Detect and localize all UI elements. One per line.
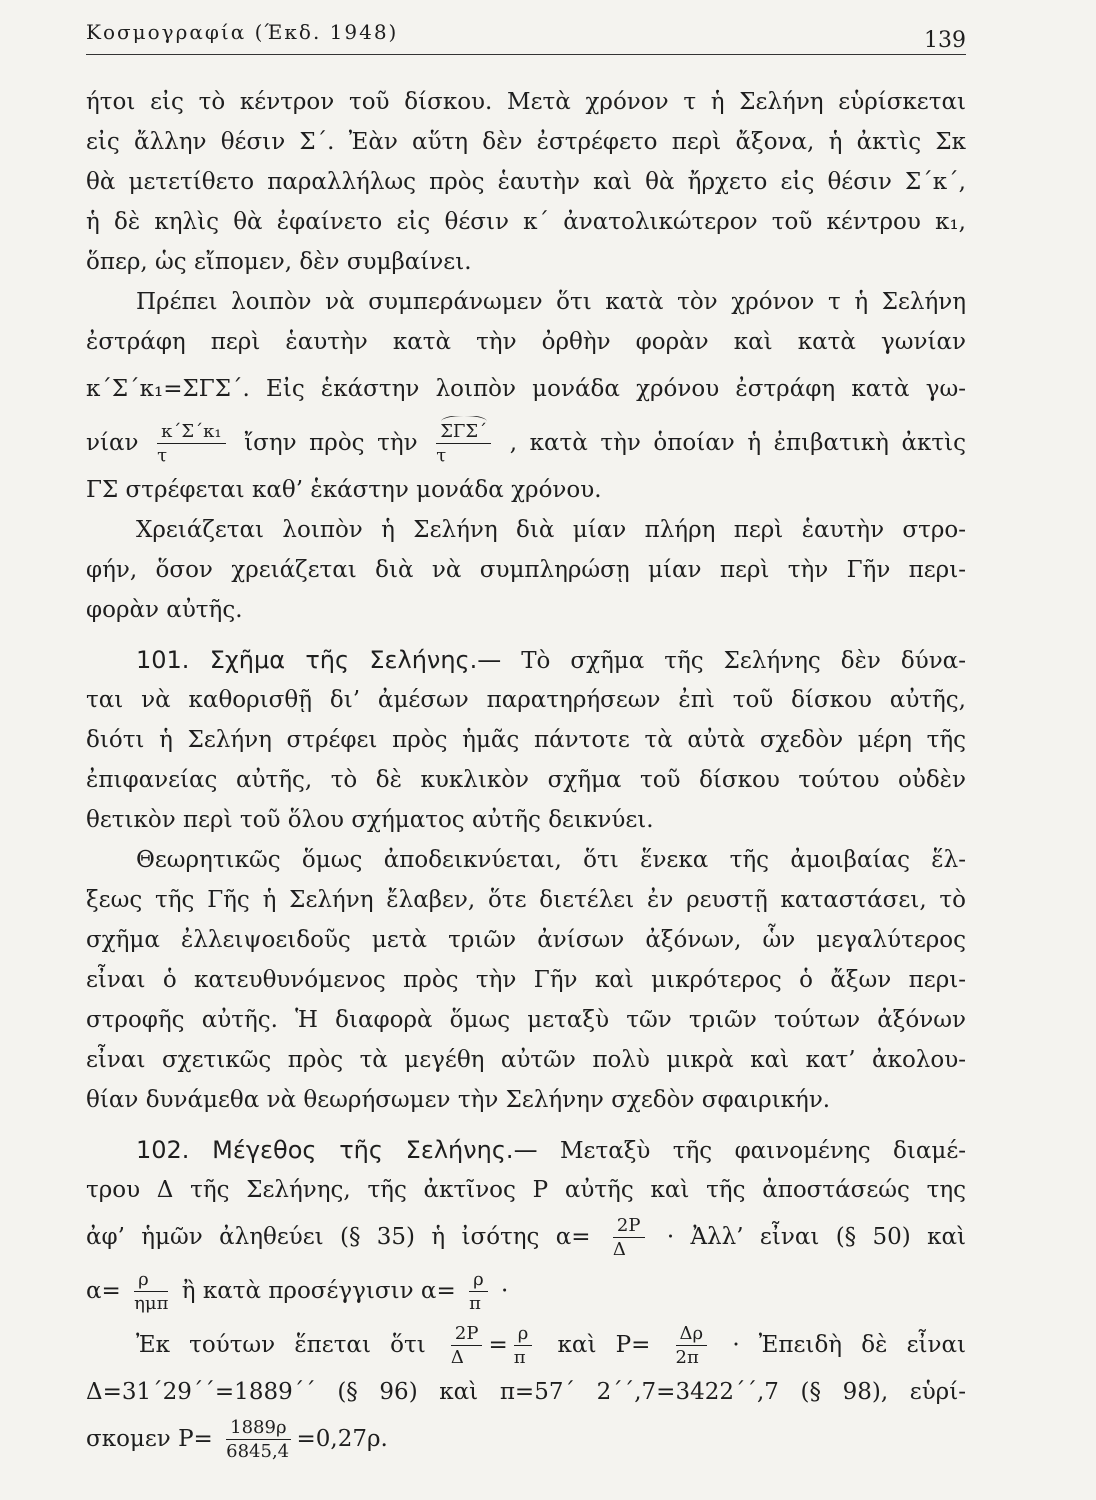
text-fragment: ἴσην πρὸς τὴν <box>244 430 418 456</box>
angle-hat: ΣΓΣ΄ <box>183 362 243 416</box>
equation-line <box>86 1412 966 1466</box>
text-fragment: νίαν <box>86 430 139 456</box>
section-title: 102. Μέγεθος τῆς Σελήνης.— <box>136 1136 538 1164</box>
text-line: θετικὸν περὶ τοῦ ὅλου σχήματος αὐτῆς δεικνύει. <box>86 807 654 833</box>
text-fragment: ἀφ’ ἡμῶν ἀληθεύει (§ 35) ἡ ἰσότης α= <box>86 1224 591 1250</box>
text-line: στροφῆς αὐτῆς. Ἡ διαφορὰ ὅμως μεταξὺ τῶν τριῶν τούτων ἀξόνων <box>86 1007 966 1033</box>
fraction-denominator: 6845,4 <box>226 1441 290 1462</box>
page-body <box>86 82 966 1466</box>
text-fragment: · Ἀλλ’ εἶναι (§ 50) καὶ <box>666 1224 966 1250</box>
text-line: ἐστράφη περὶ ἑαυτὴν κατὰ τὴν ὀρθὴν φορὰν καὶ κατὰ γωνίαν <box>86 329 966 355</box>
text-line: Πρέπει λοιπὸν νὰ συμπεράνωμεν ὅτι κατὰ τὸν χρόνον τ ἡ Σελήνη <box>136 289 966 315</box>
text-line: διότι ἡ Σελήνη στρέφει πρὸς ἡμᾶς πάντοτε τὰ αὐτὰ σχεδὸν μέρη τῆς <box>86 727 966 753</box>
fraction-numerator: ρ <box>134 1271 168 1292</box>
page-number: 139 <box>924 28 966 53</box>
fraction-denominator: Δ <box>612 1239 626 1260</box>
text-fragment: Τὸ σχῆμα τῆς Σελήνης δὲν δύνα- <box>521 648 966 674</box>
text-line: θὰ μετετίθετο παραλλήλως πρὸς ἑαυτὴν καὶ θὰ ἤρχετο εἰς θέσιν Σ΄κ΄, <box>86 169 966 195</box>
fraction <box>436 423 491 465</box>
text-line: φήν, ὅσον χρειάζεται διὰ νὰ συμπληρώσῃ μίαν περὶ τὴν Γῆν περι- <box>86 557 966 583</box>
text-line: σχῆμα ἐλλειψοειδοῦς μετὰ τριῶν ἀνίσων ἀξόνων, ὧν μεγαλύτερος <box>86 927 966 953</box>
text-line: εἶναι σχετικῶς πρὸς τὰ μεγέθη αὐτῶν πολὺ μικρὰ καὶ κατ’ ἀκολου- <box>86 1047 966 1073</box>
fraction-denominator: π <box>513 1347 526 1368</box>
text-fragment: σκομεν Ρ= <box>86 1426 213 1452</box>
text-line: Θεωρητικῶς ὅμως ἀποδεικνύεται, ὅτι ἕνεκα τῆς ἀμοιβαίας ἕλ- <box>136 847 966 873</box>
fraction <box>469 1271 488 1313</box>
text-line: ται νὰ καθορισθῇ δι’ ἀμέσων παρατηρήσεων ἐπὶ τοῦ δίσκου αὐτῆς, <box>86 687 966 713</box>
text-fragment: ἢ κατὰ προσέγγισιν α= <box>181 1278 456 1304</box>
page-header <box>86 18 966 55</box>
fraction-numerator: κ΄Σ΄κ₁ <box>157 423 225 444</box>
equation-line <box>86 1210 966 1264</box>
fraction-denominator: Δ <box>450 1347 464 1368</box>
fraction-numerator: ρ <box>469 1271 488 1292</box>
fraction <box>134 1271 168 1313</box>
fraction <box>226 1419 290 1461</box>
angle-equation-line <box>86 362 966 416</box>
text-line: Χρειάζεται λοιπὸν ἡ Σελήνη διὰ μίαν πλήρη περὶ ἑαυτὴν στρο- <box>136 517 966 543</box>
section-title: 101. Σχῆμα τῆς Σελήνης.— <box>136 646 502 674</box>
text-line: ὅπερ, ὡς εἴπομεν, δὲν συμβαίνει. <box>86 249 472 275</box>
text-fragment: α= <box>86 1278 121 1304</box>
fraction-numerator: 1889ρ <box>226 1419 290 1440</box>
angle-rest: . Εἰς ἑκάστην λοιπὸν μονάδα χρόνου ἐστράφη κατὰ γω- <box>242 376 966 402</box>
text-line: ήτοι εἰς τὸ κέντρον τοῦ δίσκου. Μετὰ χρόνον τ ἡ Σελήνη εὑρίσκεται <box>86 89 966 115</box>
fraction-line <box>86 416 966 470</box>
fraction-numerator: 2Ρ <box>613 1217 645 1238</box>
text-line: ξεως τῆς Γῆς ἡ Σελήνη ἔλαβεν, ὅτε διετέλει ἐν ρευστῇ καταστάσει, τὸ <box>86 887 966 913</box>
text-line: θίαν δυνάμεθα νὰ θεωρήσωμεν τὴν Σελήνην σχεδὸν σφαιρικήν. <box>86 1087 831 1113</box>
text-fragment: , κατὰ τὴν ὁποίαν ἡ ἐπιβατικὴ ἀκτὶς <box>509 430 966 456</box>
fraction-denominator: π <box>469 1293 481 1314</box>
fraction-numerator: Δρ <box>676 1325 708 1346</box>
section-101-heading-line <box>86 640 966 680</box>
fraction-numerator: 2Ρ <box>451 1325 483 1346</box>
running-title: Κοσμογραφία (Έκδ. 1948) <box>86 20 399 44</box>
text-line: εἰς ἄλλην θέσιν Σ΄. Ἐὰν αὕτη δὲν ἐστρέφετο περὶ ἄξονα, ἡ ἀκτὶς Σκ <box>86 129 966 155</box>
text-fragment: · <box>500 1278 509 1304</box>
text-line: ἡ δὲ κηλὶς θὰ ἐφαίνετο εἰς θέσιν κ΄ ἀνατολικώτερον τοῦ κέντρου κ₁, <box>86 209 966 235</box>
fraction <box>451 1325 483 1367</box>
equation-line <box>86 1318 966 1372</box>
fraction-denominator: 2π <box>675 1347 699 1368</box>
angle-lhs: κ΄Σ΄κ₁= <box>86 376 183 402</box>
text-fragment: · Ἐπειδὴ δὲ εἶναι <box>732 1332 966 1358</box>
fraction <box>514 1325 533 1367</box>
text-line: φορὰν αὐτῆς. <box>86 597 243 623</box>
fraction-denominator: ημπ <box>134 1293 169 1314</box>
equals-sign: = <box>488 1332 508 1358</box>
text-line: ΓΣ στρέφεται καθ’ ἑκάστην μονάδα χρόνου. <box>86 477 602 503</box>
fraction <box>157 423 225 465</box>
text-fragment: Ἐκ τούτων ἕπεται ὅτι <box>136 1332 426 1358</box>
text-fragment: Μεταξὺ τῆς φαινομένης διαμέ- <box>560 1138 966 1164</box>
text-line: τρου Δ τῆς Σελήνης, τῆς ἀκτῖνος Ρ αὐτῆς καὶ τῆς ἀποστάσεώς της <box>86 1177 966 1203</box>
text-fragment: καὶ Ρ= <box>557 1332 651 1358</box>
fraction-numerator: ΣΓΣ΄ <box>436 423 491 444</box>
text-line: εἶναι ὁ κατευθυνόμενος πρὸς τὴν Γῆν καὶ μικρότερος ὁ ἄξων περι- <box>86 967 966 993</box>
fraction-numerator: ρ <box>514 1325 533 1346</box>
section-102-heading-line <box>86 1130 966 1170</box>
fraction-denominator: τ <box>157 445 168 466</box>
fraction-denominator: τ <box>436 445 447 466</box>
fraction <box>676 1325 708 1367</box>
text-line: Δ=31΄29΄΄=1889΄΄ (§ 96) καὶ π=57΄ 2΄΄,7=3422΄΄,7 (§ 98), εὑρί- <box>86 1379 966 1405</box>
fraction <box>613 1217 645 1259</box>
text-fragment: =0,27ρ. <box>296 1426 388 1452</box>
equation-line <box>86 1264 966 1318</box>
text-line: ἐπιφανείας αὐτῆς, τὸ δὲ κυκλικὸν σχῆμα τοῦ δίσκου τούτου οὐδὲν <box>86 767 966 793</box>
